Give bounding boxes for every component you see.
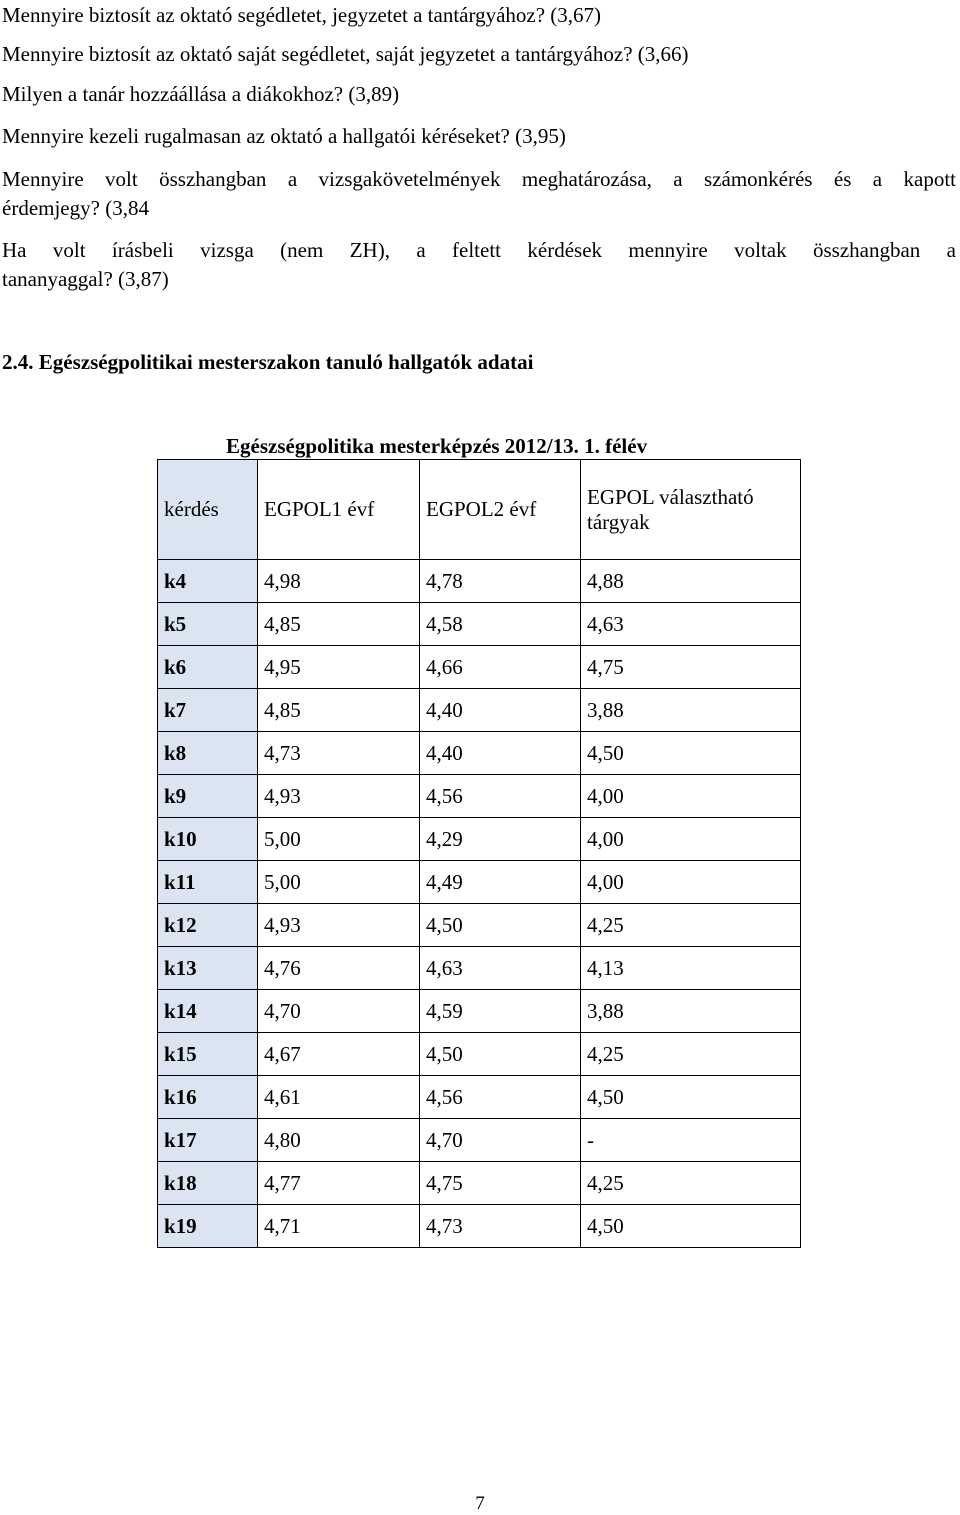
table-row [158, 904, 801, 947]
egpol2-value-cell: 4,40 [420, 732, 581, 775]
table-row [158, 560, 801, 603]
question-line-5a: Mennyire volt összhangban a vizsgakövetelmények meghatározása, a számonkérés és a kapott [2, 167, 956, 191]
egpol1-value-cell: 4,61 [258, 1076, 420, 1119]
table-row [158, 646, 801, 689]
egpol1-value-cell: 4,70 [258, 990, 420, 1033]
table-row [158, 689, 801, 732]
question-id-cell: k4 [158, 560, 258, 603]
egpol1-value-cell: 4,98 [258, 560, 420, 603]
egpol1-value-cell: 4,85 [258, 603, 420, 646]
egpol2-value-cell: 4,73 [420, 1205, 581, 1248]
question-id-cell: k9 [158, 775, 258, 818]
egpol-valaszthato-value-cell: 3,88 [581, 990, 801, 1033]
egpol1-value-cell: 4,71 [258, 1205, 420, 1248]
egpol1-value-cell: 4,93 [258, 775, 420, 818]
egpol2-value-cell: 4,50 [420, 904, 581, 947]
question-id-cell: k19 [158, 1205, 258, 1248]
egpol2-value-cell: 4,78 [420, 560, 581, 603]
table-row [158, 1076, 801, 1119]
egpol2-value-cell: 4,29 [420, 818, 581, 861]
table-row [158, 1119, 801, 1162]
question-id-cell: k6 [158, 646, 258, 689]
egpol1-value-cell: 5,00 [258, 861, 420, 904]
egpol-valaszthato-value-cell: 4,50 [581, 1076, 801, 1119]
question-id-cell: k16 [158, 1076, 258, 1119]
egpol1-value-cell: 4,85 [258, 689, 420, 732]
egpol2-value-cell: 4,40 [420, 689, 581, 732]
question-id-cell: k5 [158, 603, 258, 646]
question-line-4: Mennyire kezeli rugalmasan az oktató a hallgatói kéréseket? (3,95) [2, 124, 566, 148]
egpol-valaszthato-value-cell: 4,63 [581, 603, 801, 646]
egpol-valaszthato-value-cell: - [581, 1119, 801, 1162]
egpol-valaszthato-value-cell: 3,88 [581, 689, 801, 732]
question-id-cell: k15 [158, 1033, 258, 1076]
egpol1-value-cell: 4,93 [258, 904, 420, 947]
table-row [158, 1205, 801, 1248]
question-id-cell: k13 [158, 947, 258, 990]
egpol1-value-cell: 4,80 [258, 1119, 420, 1162]
question-id-cell: k14 [158, 990, 258, 1033]
egpol1-value-cell: 4,95 [258, 646, 420, 689]
question-id-cell: k10 [158, 818, 258, 861]
table-row [158, 775, 801, 818]
question-id-cell: k11 [158, 861, 258, 904]
egpol-valaszthato-value-cell: 4,00 [581, 775, 801, 818]
egpol1-value-cell: 4,76 [258, 947, 420, 990]
question-line-6a: Ha volt írásbeli vizsga (nem ZH), a feltett kérdések mennyire voltak összhangban a [2, 238, 956, 262]
egpol1-value-cell: 4,67 [258, 1033, 420, 1076]
table-caption: Egészségpolitika mesterképzés 2012/13. 1. félév [226, 434, 648, 458]
egpol-valaszthato-value-cell: 4,25 [581, 904, 801, 947]
question-id-cell: k12 [158, 904, 258, 947]
egpol-valaszthato-value-cell: 4,13 [581, 947, 801, 990]
egpol2-value-cell: 4,59 [420, 990, 581, 1033]
egpol2-value-cell: 4,56 [420, 775, 581, 818]
question-id-cell: k18 [158, 1162, 258, 1205]
question-id-cell: k7 [158, 689, 258, 732]
table-row [158, 861, 801, 904]
question-line-2: Mennyire biztosít az oktató saját segédletet, saját jegyzetet a tantárgyához? (3,66) [2, 42, 689, 66]
egpol-valaszthato-value-cell: 4,00 [581, 861, 801, 904]
table-row [158, 990, 801, 1033]
table-row [158, 1033, 801, 1076]
egpol-valaszthato-value-cell: 4,50 [581, 1205, 801, 1248]
egpol2-value-cell: 4,56 [420, 1076, 581, 1119]
egpol2-value-cell: 4,58 [420, 603, 581, 646]
section-heading: 2.4. Egészségpolitikai mesterszakon tanuló hallgatók adatai [2, 350, 534, 374]
table-row [158, 732, 801, 775]
table-row [158, 818, 801, 861]
table-row [158, 947, 801, 990]
egpol1-value-cell: 4,77 [258, 1162, 420, 1205]
header-kerdes: kérdés [158, 460, 258, 560]
header-egpol1: EGPOL1 évf [258, 460, 420, 560]
egpol2-value-cell: 4,75 [420, 1162, 581, 1205]
header-egpol2: EGPOL2 évf [420, 460, 581, 560]
question-id-cell: k8 [158, 732, 258, 775]
table-body [158, 560, 801, 1248]
page-number: 7 [475, 1493, 485, 1514]
egpol-valaszthato-value-cell: 4,75 [581, 646, 801, 689]
header-egpol-valaszthato: EGPOL választható tárgyak [581, 460, 801, 560]
egpol-valaszthato-value-cell: 4,25 [581, 1033, 801, 1076]
question-line-6b: tananyaggal? (3,87) [2, 267, 169, 291]
egpol-valaszthato-value-cell: 4,25 [581, 1162, 801, 1205]
question-line-1: Mennyire biztosít az oktató segédletet, jegyzetet a tantárgyához? (3,67) [2, 3, 602, 27]
question-id-cell: k17 [158, 1119, 258, 1162]
egpol2-value-cell: 4,50 [420, 1033, 581, 1076]
question-line-5b: érdemjegy? (3,84 [2, 196, 149, 220]
egpol-valaszthato-value-cell: 4,50 [581, 732, 801, 775]
table-row [158, 1162, 801, 1205]
table-header-row [158, 460, 801, 560]
egpol1-value-cell: 5,00 [258, 818, 420, 861]
egpol1-value-cell: 4,73 [258, 732, 420, 775]
egpol-valaszthato-value-cell: 4,00 [581, 818, 801, 861]
egpol2-value-cell: 4,66 [420, 646, 581, 689]
egpol-valaszthato-value-cell: 4,88 [581, 560, 801, 603]
egpol2-value-cell: 4,70 [420, 1119, 581, 1162]
table-row [158, 603, 801, 646]
question-line-3: Milyen a tanár hozzáállása a diákokhoz? (3,89) [2, 82, 400, 106]
egpol2-value-cell: 4,49 [420, 861, 581, 904]
egpol2-value-cell: 4,63 [420, 947, 581, 990]
results-table [157, 459, 801, 1248]
